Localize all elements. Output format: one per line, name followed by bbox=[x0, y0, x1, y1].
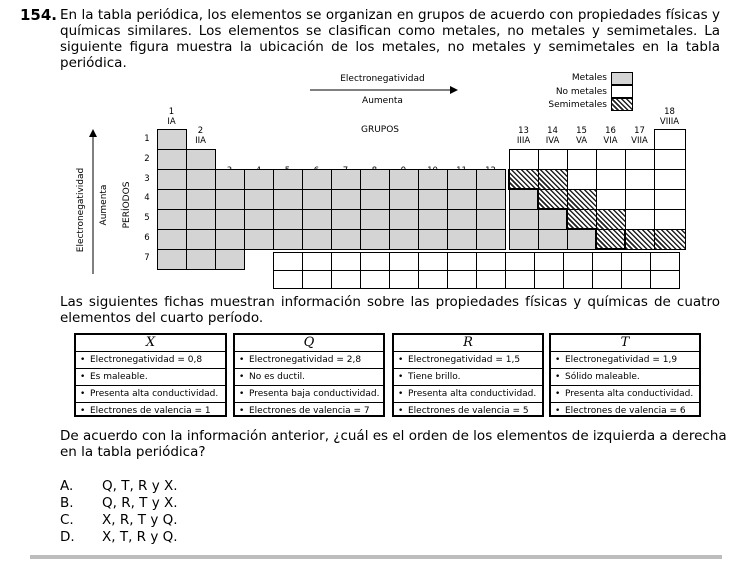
metal-cell bbox=[157, 149, 187, 170]
legend-semimetals-swatch bbox=[611, 98, 633, 111]
group-roman: VA bbox=[575, 136, 588, 146]
group-num: 18 bbox=[664, 107, 675, 117]
period-label: 1 bbox=[144, 134, 150, 144]
group-label bbox=[157, 107, 186, 127]
card-item: • Electronegatividad = 0,8 bbox=[76, 352, 225, 369]
metal-cell bbox=[215, 189, 245, 210]
group-label bbox=[596, 126, 625, 146]
f-block-cell bbox=[476, 252, 506, 271]
metal-cell bbox=[302, 189, 332, 210]
metal-cell bbox=[389, 209, 419, 230]
group-roman: IIA bbox=[195, 136, 206, 146]
metal-cell bbox=[215, 249, 245, 270]
f-block-cell bbox=[563, 270, 593, 289]
group-label bbox=[654, 107, 685, 127]
metal-cell bbox=[186, 169, 216, 190]
metal-cell bbox=[360, 189, 390, 210]
f-block-cell bbox=[621, 252, 651, 271]
f-block-cell bbox=[302, 252, 332, 271]
metal-cell bbox=[302, 169, 332, 190]
metal-cell bbox=[476, 189, 506, 210]
nonmetal-cell bbox=[509, 149, 539, 170]
legend-nonmetals-swatch bbox=[611, 85, 633, 98]
metal-cell bbox=[389, 229, 419, 250]
group-label bbox=[538, 126, 567, 146]
card-item: • Electronegatividad = 1,9 bbox=[551, 352, 699, 369]
metal-cell bbox=[360, 229, 390, 250]
group-roman: VIIA bbox=[631, 136, 648, 146]
f-block-cell bbox=[331, 270, 361, 289]
semimetal-cell bbox=[596, 229, 626, 250]
semimetal-cell bbox=[596, 209, 626, 230]
question-prompt: De acuerdo con la información anterior, ¿cuál es el orden de los elementos de izquierda a derecha en la tabla periódica? bbox=[60, 428, 727, 460]
nonmetal-cell bbox=[625, 169, 655, 190]
metal-cell bbox=[538, 209, 568, 230]
card-title: R bbox=[394, 335, 542, 352]
card-item: • Tiene brillo. bbox=[394, 369, 542, 386]
option-text: X, T, R y Q. bbox=[102, 529, 178, 545]
card-item: • Electronegatividad = 2,8 bbox=[235, 352, 383, 369]
semimetal-cell bbox=[567, 189, 597, 210]
metal-cell bbox=[186, 229, 216, 250]
card-r bbox=[392, 333, 544, 417]
metal-cell bbox=[215, 209, 245, 230]
metal-cell bbox=[244, 229, 274, 250]
group-label bbox=[567, 126, 596, 146]
metal-cell bbox=[447, 169, 477, 190]
f-block-cell bbox=[621, 270, 651, 289]
card-item: • Electrones de valencia = 6 bbox=[551, 403, 699, 419]
legend-nonmetals-label: No metales bbox=[555, 87, 607, 97]
metal-cell bbox=[273, 209, 303, 230]
nonmetal-cell bbox=[654, 169, 686, 190]
group-num: 16 bbox=[605, 126, 616, 136]
option-d[interactable] bbox=[60, 529, 178, 546]
card-title: X bbox=[76, 335, 225, 352]
card-t bbox=[549, 333, 701, 417]
metal-cell bbox=[157, 209, 187, 230]
card-item: • Es maleable. bbox=[76, 369, 225, 386]
metal-cell bbox=[447, 209, 477, 230]
periodos-label: PERÍODOS bbox=[122, 181, 132, 229]
group-roman: IA bbox=[167, 117, 176, 127]
f-block-cell bbox=[360, 252, 390, 271]
f-block-cell bbox=[563, 252, 593, 271]
card-x bbox=[74, 333, 227, 417]
metal-cell bbox=[244, 209, 274, 230]
grupos-label: GRUPOS bbox=[360, 125, 400, 135]
period-label: 3 bbox=[144, 174, 150, 184]
metal-cell bbox=[476, 209, 506, 230]
group-roman: IVA bbox=[545, 136, 560, 146]
option-c[interactable] bbox=[60, 512, 178, 529]
metal-cell bbox=[418, 169, 448, 190]
metal-cell bbox=[273, 189, 303, 210]
metal-cell bbox=[186, 249, 216, 270]
f-block-cell bbox=[505, 252, 535, 271]
metal-cell bbox=[244, 189, 274, 210]
f-block-cell bbox=[389, 252, 419, 271]
group-num: 14 bbox=[547, 126, 558, 136]
metal-cell bbox=[157, 189, 187, 210]
top-arrow-icon bbox=[310, 84, 460, 96]
metal-cell bbox=[215, 169, 245, 190]
f-block-cell bbox=[360, 270, 390, 289]
option-letter: B. bbox=[60, 495, 74, 511]
f-block-cell bbox=[476, 270, 506, 289]
top-aumenta-label: Aumenta bbox=[362, 96, 403, 106]
metal-cell bbox=[331, 189, 361, 210]
option-text: Q, R, T y X. bbox=[102, 495, 178, 511]
card-q bbox=[233, 333, 385, 417]
nonmetal-cell bbox=[654, 129, 686, 150]
metal-cell bbox=[302, 209, 332, 230]
f-block-cell bbox=[650, 270, 680, 289]
metal-cell bbox=[331, 169, 361, 190]
top-electroneg-label: Electronegatividad bbox=[340, 74, 425, 84]
legend-metals-swatch bbox=[611, 72, 633, 85]
metal-cell bbox=[331, 209, 361, 230]
f-block-cell bbox=[592, 270, 622, 289]
metal-cell bbox=[418, 209, 448, 230]
card-item: • Presenta alta conductividad. bbox=[76, 386, 225, 403]
metal-cell bbox=[418, 189, 448, 210]
metal-cell bbox=[186, 209, 216, 230]
bottom-divider bbox=[30, 555, 722, 559]
metal-cell bbox=[567, 229, 597, 250]
card-item: • No es ductil. bbox=[235, 369, 383, 386]
semimetal-cell bbox=[625, 229, 655, 250]
left-aumenta-label: Aumenta bbox=[99, 184, 109, 226]
metal-cell bbox=[302, 229, 332, 250]
group-num: 2 bbox=[197, 126, 204, 136]
left-arrow-icon bbox=[88, 128, 98, 276]
option-letter: C. bbox=[60, 512, 74, 528]
metal-cell bbox=[360, 169, 390, 190]
f-block-cell bbox=[592, 252, 622, 271]
nonmetal-cell bbox=[596, 149, 626, 170]
nonmetal-cell bbox=[596, 189, 626, 210]
nonmetal-cell bbox=[625, 209, 655, 230]
f-block-cell bbox=[534, 270, 564, 289]
question-intro: En la tabla periódica, los elementos se organizan en grupos de acuerdo con propiedades físicas y químicas similares. Los elementos se clasifican como metales, no metales y semimetales. La siguiente figura muestra la ubicación de los metales, no metales y semimetales en la tabla periódica. bbox=[60, 7, 720, 71]
nonmetal-cell bbox=[596, 169, 626, 190]
period-label: 5 bbox=[144, 213, 150, 223]
group-roman: VIA bbox=[603, 136, 618, 146]
semimetal-cell bbox=[538, 189, 568, 210]
group-num: 1 bbox=[168, 107, 175, 117]
semimetal-cell bbox=[654, 229, 686, 250]
nonmetal-cell bbox=[625, 149, 655, 170]
metal-cell bbox=[476, 229, 506, 250]
f-block-cell bbox=[302, 270, 332, 289]
cards-intro: Las siguientes fichas muestran información sobre las propiedades físicas y químicas de cuatro elementos del cuarto período. bbox=[60, 294, 720, 326]
option-a[interactable] bbox=[60, 478, 178, 495]
card-item: • Presenta alta conductividad. bbox=[394, 386, 542, 403]
semimetal-cell bbox=[509, 169, 539, 190]
metal-cell bbox=[186, 149, 216, 170]
f-block-cell bbox=[273, 270, 303, 289]
metal-cell bbox=[538, 229, 568, 250]
period-label: 6 bbox=[144, 233, 150, 243]
legend-semimetals-label: Semimetales bbox=[548, 100, 607, 110]
metal-cell bbox=[389, 169, 419, 190]
card-item: • Electrones de valencia = 7 bbox=[235, 403, 383, 419]
period-label: 4 bbox=[144, 193, 150, 203]
metal-cell bbox=[157, 129, 187, 150]
metal-cell bbox=[157, 249, 187, 270]
nonmetal-cell bbox=[654, 149, 686, 170]
period-label: 7 bbox=[144, 253, 150, 263]
nonmetal-cell bbox=[567, 149, 597, 170]
semimetal-cell bbox=[538, 169, 568, 190]
metal-cell bbox=[273, 229, 303, 250]
metal-cell bbox=[509, 209, 539, 230]
f-block-cell bbox=[331, 252, 361, 271]
f-block-cell bbox=[534, 252, 564, 271]
nonmetal-cell bbox=[625, 189, 655, 210]
nonmetal-cell bbox=[538, 149, 568, 170]
card-title: T bbox=[551, 335, 699, 352]
group-label bbox=[625, 126, 654, 146]
metal-cell bbox=[476, 169, 506, 190]
metal-cell bbox=[273, 169, 303, 190]
card-item: • Electronegatividad = 1,5 bbox=[394, 352, 542, 369]
metal-cell bbox=[157, 169, 187, 190]
semimetal-cell bbox=[567, 209, 597, 230]
nonmetal-cell bbox=[654, 209, 686, 230]
f-block-cell bbox=[505, 270, 535, 289]
option-text: Q, T, R y X. bbox=[102, 478, 178, 494]
metal-cell bbox=[331, 229, 361, 250]
metal-cell bbox=[389, 189, 419, 210]
metal-cell bbox=[157, 229, 187, 250]
metal-cell bbox=[447, 189, 477, 210]
metal-cell bbox=[360, 209, 390, 230]
f-block-cell bbox=[418, 270, 448, 289]
group-roman: VIIIA bbox=[659, 117, 680, 127]
f-block-cell bbox=[273, 252, 303, 271]
group-label bbox=[509, 126, 538, 146]
card-item: • Electrones de valencia = 5 bbox=[394, 403, 542, 419]
group-num: 15 bbox=[576, 126, 587, 136]
metal-cell bbox=[447, 229, 477, 250]
metal-cell bbox=[509, 189, 539, 210]
f-block-cell bbox=[447, 270, 477, 289]
metal-cell bbox=[418, 229, 448, 250]
card-item: • Presenta alta conductividad. bbox=[551, 386, 699, 403]
metal-cell bbox=[244, 169, 274, 190]
card-item: • Sólido maleable. bbox=[551, 369, 699, 386]
metal-cell bbox=[186, 189, 216, 210]
group-num: 17 bbox=[634, 126, 645, 136]
legend-metals-label: Metales bbox=[571, 73, 607, 83]
f-block-cell bbox=[447, 252, 477, 271]
metal-cell bbox=[215, 229, 245, 250]
nonmetal-cell bbox=[567, 169, 597, 190]
option-letter: A. bbox=[60, 478, 74, 494]
card-item: • Presenta baja conductividad. bbox=[235, 386, 383, 403]
group-roman: IIIA bbox=[516, 136, 531, 146]
f-block-cell bbox=[389, 270, 419, 289]
metal-cell bbox=[509, 229, 539, 250]
question-number: 154. bbox=[20, 6, 58, 24]
group-label bbox=[186, 126, 215, 146]
period-label: 2 bbox=[144, 154, 150, 164]
card-title: Q bbox=[235, 335, 383, 352]
left-electroneg-label: Electronegatividad bbox=[76, 167, 86, 253]
card-item: • Electrones de valencia = 1 bbox=[76, 403, 225, 419]
option-letter: D. bbox=[60, 529, 75, 545]
group-num: 13 bbox=[518, 126, 529, 136]
f-block-cell bbox=[418, 252, 448, 271]
f-block-cell bbox=[650, 252, 680, 271]
nonmetal-cell bbox=[654, 189, 686, 210]
option-b[interactable] bbox=[60, 495, 178, 512]
option-text: X, R, T y Q. bbox=[102, 512, 178, 528]
